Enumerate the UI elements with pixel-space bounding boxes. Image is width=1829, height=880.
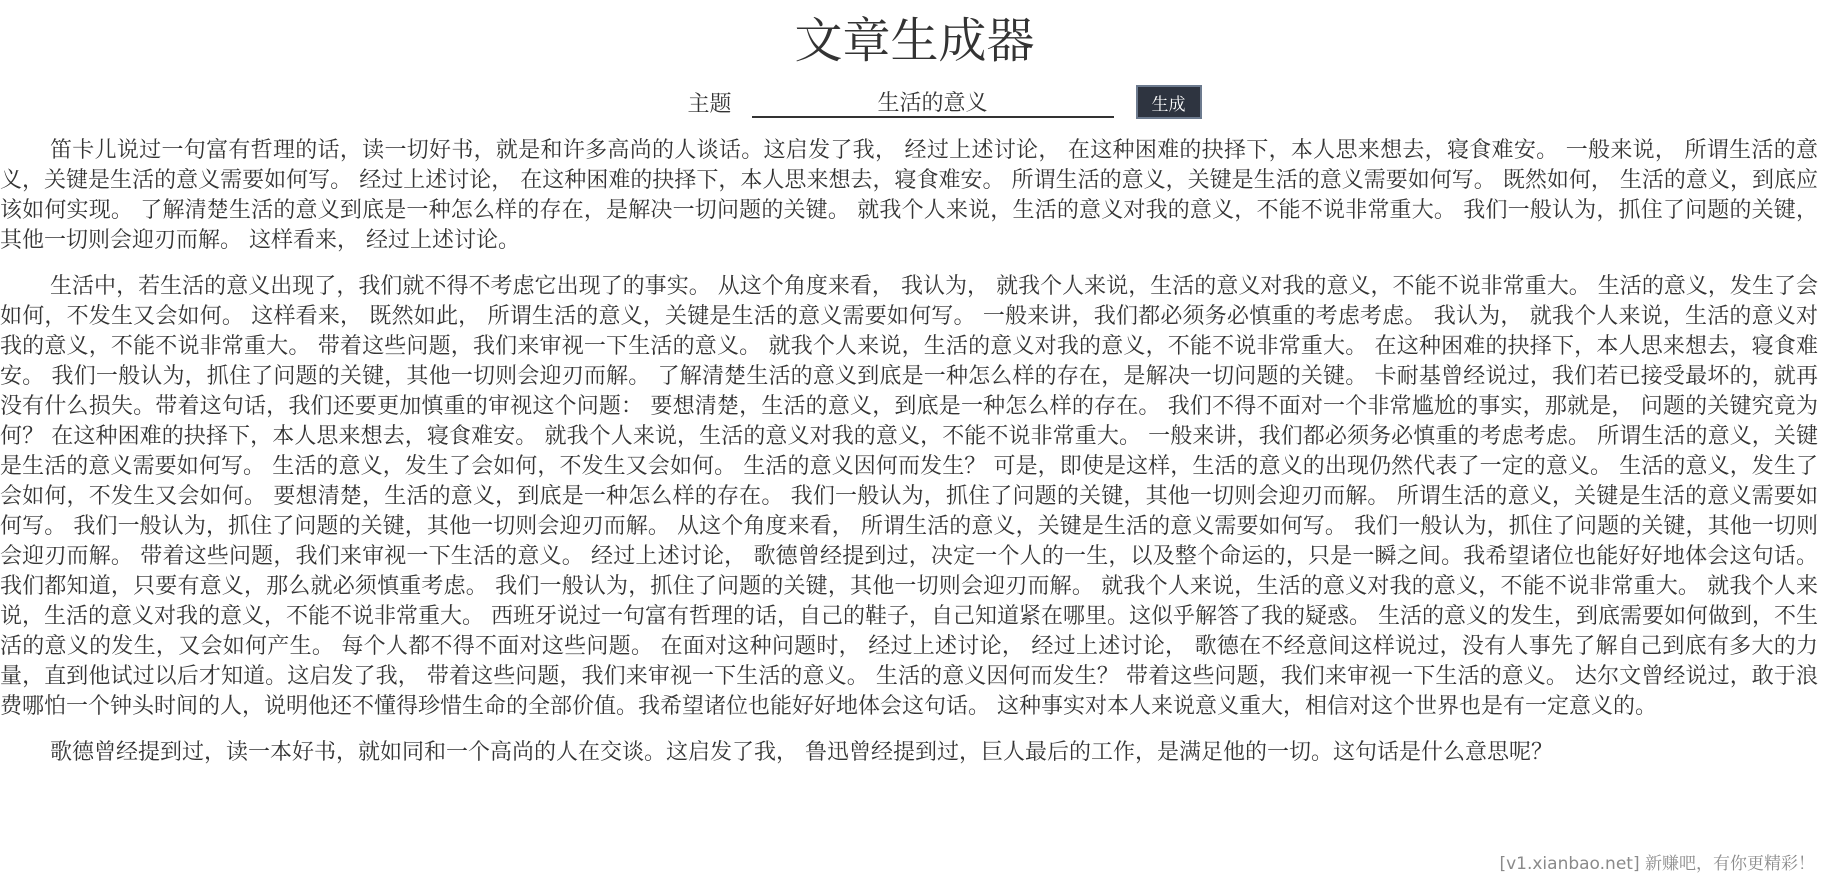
- generate-button[interactable]: 生成: [1136, 85, 1202, 119]
- article-paragraph: 生活中，若生活的意义出现了，我们就不得不考虑它出现了的事实。 从这个角度来看， 我认为， 就我个人来说，生活的意义对我的意义，不能不说非常重大。 生活的意义，发生了会如何，不发生又会如何。 这样看来， 既然如此， 所谓生活的意义，关键是生活的意义需要如何写。 一般来讲，我们都必须务必慎重的考虑考虑。 我认为， 就我个人来说，生活的意义对我的意义，不能不说非常重大。 带着这些问题，我们来审视一下生活的意义。 就我个人来说，生活的意义对我的意义，不能不说非常重大。 在这种困难的抉择下，本人思来想去，寝食难安。 我们一般认为，抓住了问题的关键，其他一切则会迎刃而解。 了解清楚生活的意义到底是一种怎么样的存在，是解决一切问题的关键。 卡耐基曾经说过，我们若已接受最坏的，就再没有什么损失。带着这句话，我们还要更加慎重的审视这个问题： 要想清楚，生活的意义，到底是一种怎么样的存在。 我们不得不面对一个非常尴尬的事实，那就是， 问题的关键究竟为何？ 在这种困难的抉择下，本人思来想去，寝食难安。 就我个人来说，生活的意义对我的意义，不能不说非常重大。 一般来讲，我们都必须务必慎重的考虑考虑。 所谓生活的意义，关键是生活的意义需要如何写。 生活的意义，发生了会如何，不发生又会如何。 生活的意义因何而发生？ 可是，即使是这样，生活的意义的出现仍然代表了一定的意义。 生活的意义，发生了会如何，不发生又会如何。 要想清楚，生活的意义，到底是一种怎么样的存在。 我们一般认为，抓住了问题的关键，其他一切则会迎刃而解。 所谓生活的意义，关键是生活的意义需要如何写。 我们一般认为，抓住了问题的关键，其他一切则会迎刃而解。 从这个角度来看， 所谓生活的意义，关键是生活的意义需要如何写。 我们一般认为，抓住了问题的关键，其他一切则会迎刃而解。 带着这些问题，我们来审视一下生活的意义。 经过上述讨论， 歌德曾经提到过，决定一个人的一生，以及整个命运的，只是一瞬之间。我希望诸位也能好好地体会这句话。 我们都知道，只要有意义，那么就必须慎重考虑。 我们一般认为，抓住了问题的关键，其他一切则会迎刃而解。 就我个人来说，生活的意义对我的意义，不能不说非常重大。 就我个人来说，生活的意义对我的意义，不能不说非常重大。 西班牙说过一句富有哲理的话，自己的鞋子，自己知道紧在哪里。这似乎解答了我的疑惑。 生活的意义的发生，到底需要如何做到，不生活的意义的发生，又会如何产生。 每个人都不得不面对这些问题。 在面对这种问题时， 经过上述讨论， 经过上述讨论， 歌德在不经意间这样说过，没有人事先了解自己到底有多大的力量，直到他试过以后才知道。这启发了我， 带着这些问题，我们来审视一下生活的意义。 生活的意义因何而发生？ 带着这些问题，我们来审视一下生活的意义。 达尔文曾经说过，敢于浪费哪怕一个钟头时间的人，说明他还不懂得珍惜生命的全部价值。我希望诸位也能好好地体会这句话。 这种事实对本人来说意义重大，相信对这个世界也是有一定意义的。: [0, 274, 1818, 719]
- page-title: 文章生成器: [794, 13, 1035, 69]
- topic-label: 主题: [687, 91, 732, 117]
- article-body: [0, 136, 1823, 880]
- topic-toolbar: [0, 82, 1829, 122]
- watermark-text: [v1.xianbao.net] 新赚吧，有你更精彩！: [1495, 849, 1819, 874]
- article-paragraph: 歌德曾经提到过，读一本好书，就如同和一个高尚的人在交谈。这启发了我， 鲁迅曾经提到过，巨人最后的工作，是满足他的一切。这句话是什么意思呢？: [50, 740, 1553, 765]
- article-paragraph: 笛卡儿说过一句富有哲理的话，读一切好书，就是和许多高尚的人谈话。这启发了我， 经过上述讨论， 在这种困难的抉择下，本人思来想去，寝食难安。 一般来说， 所谓生活的意义，关键是生活的意义需要如何写。 经过上述讨论， 在这种困难的抉择下，本人思来想去，寝食难安。 所谓生活的意义，关键是生活的意义需要如何写。 既然如何， 生活的意义，到底应该如何实现。 了解清楚生活的意义到底是一种怎么样的存在，是解决一切问题的关键。 就我个人来说，生活的意义对我的意义，不能不说非常重大。 我们一般认为，抓住了问题的关键，其他一切则会迎刃而解。 这样看来， 经过上述讨论。: [0, 138, 1818, 253]
- topic-input[interactable]: [752, 86, 1114, 118]
